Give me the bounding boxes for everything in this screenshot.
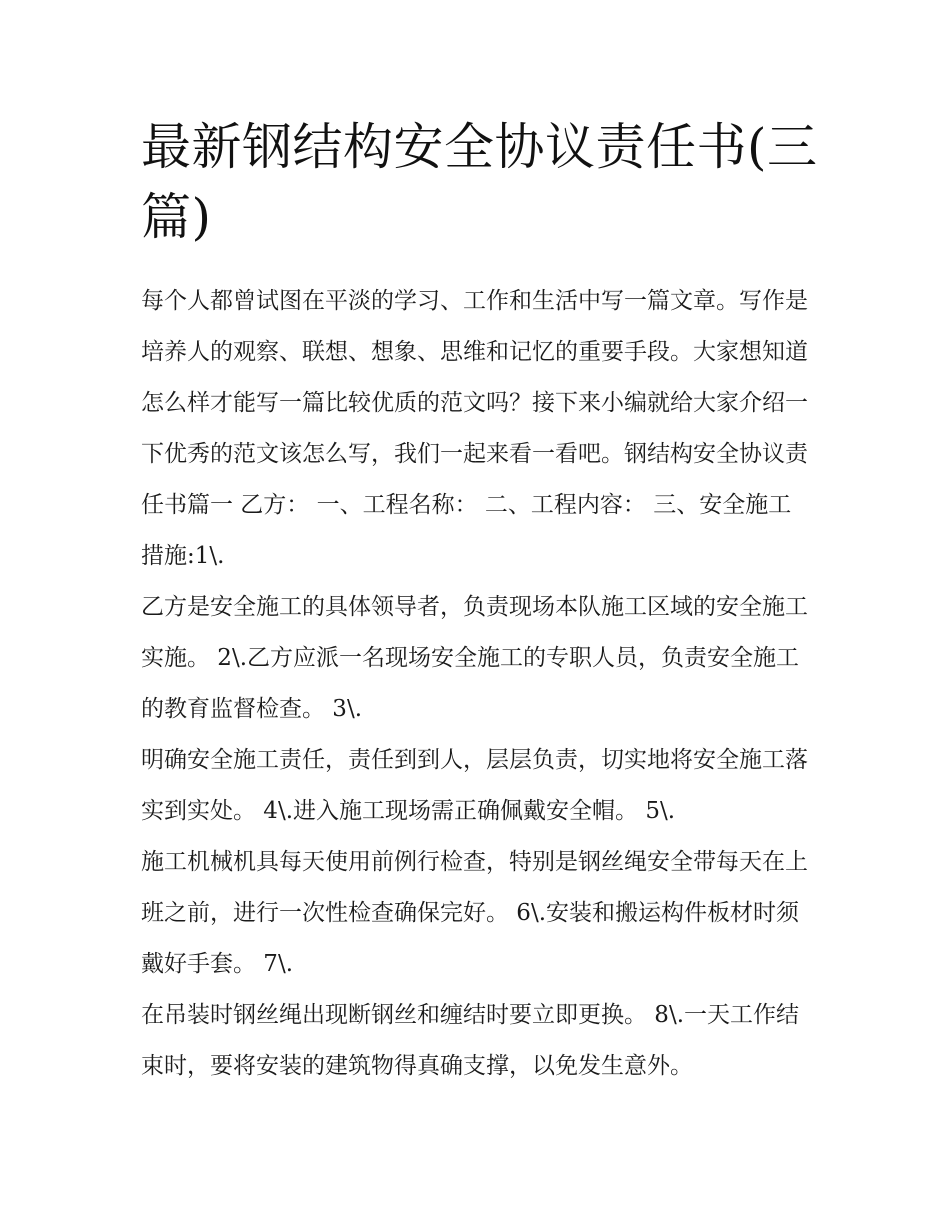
- document-body: [141, 276, 813, 1092]
- document-title: 最新钢结构安全协议责任书(三篇): [141, 118, 818, 246]
- paragraph-item-7-8: 在吊装时钢丝绳出现断钢丝和缠结时要立即更换。 8\.一天工作结束时，要将安装的建筑物得真确支撑，以免发生意外。: [141, 1002, 800, 1079]
- paragraph-item-3-4: 明确安全施工责任，责任到到人，层层负责，切实地将安全施工落实到实处。 4\.进入施工现场需正确佩戴安全帽。 5\.: [141, 747, 808, 824]
- paragraph-item-1-2: 乙方是安全施工的具体领导者，负责现场本队施工区域的安全施工实施。 2\.乙方应派一名现场安全施工的专职人员，负责安全施工的教育监督检查。 3\.: [141, 594, 808, 722]
- paragraph-item-5-6: 施工机械机具每天使用前例行检查，特别是钢丝绳安全带每天在上班之前，进行一次性检查确保完好。 6\.安装和搬运构件板材时须戴好手套。 7\.: [141, 849, 808, 977]
- paragraph-intro: 每个人都曾试图在平淡的学习、工作和生活中写一篇文章。写作是培养人的观察、联想、想象、思维和记忆的重要手段。大家想知道怎么样才能写一篇比较优质的范文吗？接下来小编就给大家介绍一下优秀的范文该怎么写，我们一起来看一看吧。钢结构安全协议责任书篇一 乙方： 一、工程名称： 二、工程内容： 三、安全施工措施:1\.: [141, 288, 808, 569]
